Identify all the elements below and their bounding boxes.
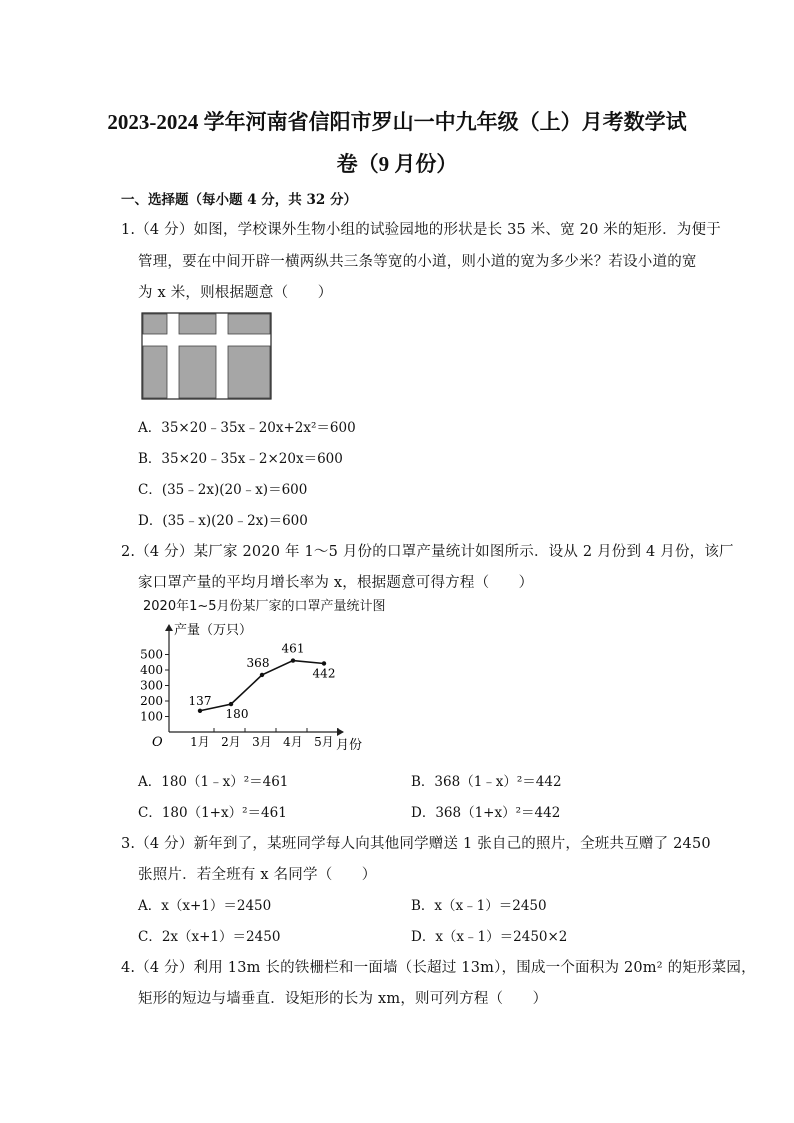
x-axis-label: 月份 bbox=[336, 738, 363, 753]
q2-line2: 家口罩产量的平均月增长率为 x，根据题意可得方程（ ） bbox=[138, 575, 534, 591]
q3-option-c: C．2x（x+1）＝2450 bbox=[138, 929, 281, 945]
y-tick-label: 300 bbox=[140, 678, 163, 693]
x-tick-label: 3月 bbox=[252, 735, 272, 749]
x-tick-label: 5月 bbox=[314, 735, 334, 749]
y-tick-label: 200 bbox=[140, 694, 163, 708]
data-point bbox=[198, 709, 202, 713]
plot-top-right bbox=[228, 314, 270, 334]
q4-line2: 矩形的短边与墙垂直．设矩形的长为 xm，则可列方程（ ） bbox=[138, 991, 548, 1007]
q1-line3: 为 x 米，则根据题意（ ） bbox=[138, 285, 333, 301]
q2-line1: 2.（4 分）某厂家 2020 年 1～5 月份的口罩产量统计如图所示．设从 2 月份到 4 月份，该厂 bbox=[121, 544, 734, 560]
x-tick-label: 4月 bbox=[283, 735, 303, 749]
x-tick-label: 1月 bbox=[190, 735, 210, 749]
q1-option-a: A．35×20﹣35x﹣20x+2x²＝600 bbox=[138, 420, 356, 436]
garden-figure bbox=[141, 312, 273, 402]
q3-option-b: B．x（x﹣1）＝2450 bbox=[411, 898, 547, 914]
doc-title-line2: 卷（9 月份） bbox=[336, 152, 458, 176]
q1-option-c: C．(35﹣2x)(20﹣x)＝600 bbox=[138, 482, 308, 498]
doc-title-line1: 2023-2024 学年河南省信阳市罗山一中九年级（上）月考数学试 bbox=[107, 110, 687, 134]
data-label: 180 bbox=[225, 707, 249, 722]
data-label: 461 bbox=[281, 641, 305, 656]
plot-top-left bbox=[143, 314, 167, 334]
data-label: 442 bbox=[312, 666, 336, 681]
q2-option-b: B．368（1﹣x）²＝442 bbox=[411, 774, 562, 790]
chart-title: 2020年1~5月份某厂家的口罩产量统计图 bbox=[143, 599, 386, 614]
q2-option-c: C．180（1+x）²＝461 bbox=[138, 805, 287, 821]
plot-bottom-left bbox=[143, 346, 167, 398]
data-point bbox=[291, 658, 295, 662]
q1-line2: 管理，要在中间开辟一横两纵共三条等宽的小道，则小道的宽为多少米？若设小道的宽 bbox=[138, 254, 697, 270]
q1-option-d: D．(35﹣x)(20﹣2x)＝600 bbox=[138, 513, 308, 529]
origin-label: O bbox=[152, 735, 163, 750]
x-tick-label: 2月 bbox=[221, 735, 241, 749]
q2-option-a: A．180（1﹣x）²＝461 bbox=[138, 774, 289, 790]
section-heading: 一、选择题（每小题 4 分，共 32 分） bbox=[121, 192, 357, 208]
q4-line1: 4.（4 分）利用 13m 长的铁栅栏和一面墙（长超过 13m），围成一个面积为 20m² 的矩形菜园， bbox=[121, 960, 756, 976]
y-axis-label: 产量（万只） bbox=[174, 623, 253, 638]
q1-line1: 1.（4 分）如图，学校课外生物小组的试验园地的形状是长 35 米、宽 20 米的矩形．为便于 bbox=[121, 222, 721, 238]
data-label: 137 bbox=[188, 693, 212, 708]
y-tick-label: 100 bbox=[140, 709, 163, 724]
plot-top-middle bbox=[179, 314, 216, 334]
data-point bbox=[229, 702, 233, 706]
q3-line1: 3.（4 分）新年到了，某班同学每人向其他同学赠送 1 张自己的照片，全班共互赠了 2450 bbox=[121, 836, 711, 852]
y-tick-label: 400 bbox=[140, 663, 163, 677]
q2-option-d: D．368（1+x）²＝442 bbox=[411, 805, 561, 821]
data-label: 368 bbox=[246, 655, 270, 670]
plot-bottom-right bbox=[228, 346, 270, 398]
production-line-chart bbox=[138, 618, 378, 758]
data-point bbox=[322, 661, 326, 665]
q1-option-b: B．35×20﹣35x﹣2×20x＝600 bbox=[138, 451, 343, 467]
q3-option-a: A．x（x+1）＝2450 bbox=[138, 898, 272, 914]
q3-option-d: D．x（x﹣1）＝2450×2 bbox=[411, 929, 568, 945]
data-point bbox=[260, 673, 264, 677]
plot-bottom-middle bbox=[179, 346, 216, 398]
q3-line2: 张照片．若全班有 x 名同学（ ） bbox=[138, 867, 377, 883]
y-tick-label: 500 bbox=[140, 647, 163, 662]
